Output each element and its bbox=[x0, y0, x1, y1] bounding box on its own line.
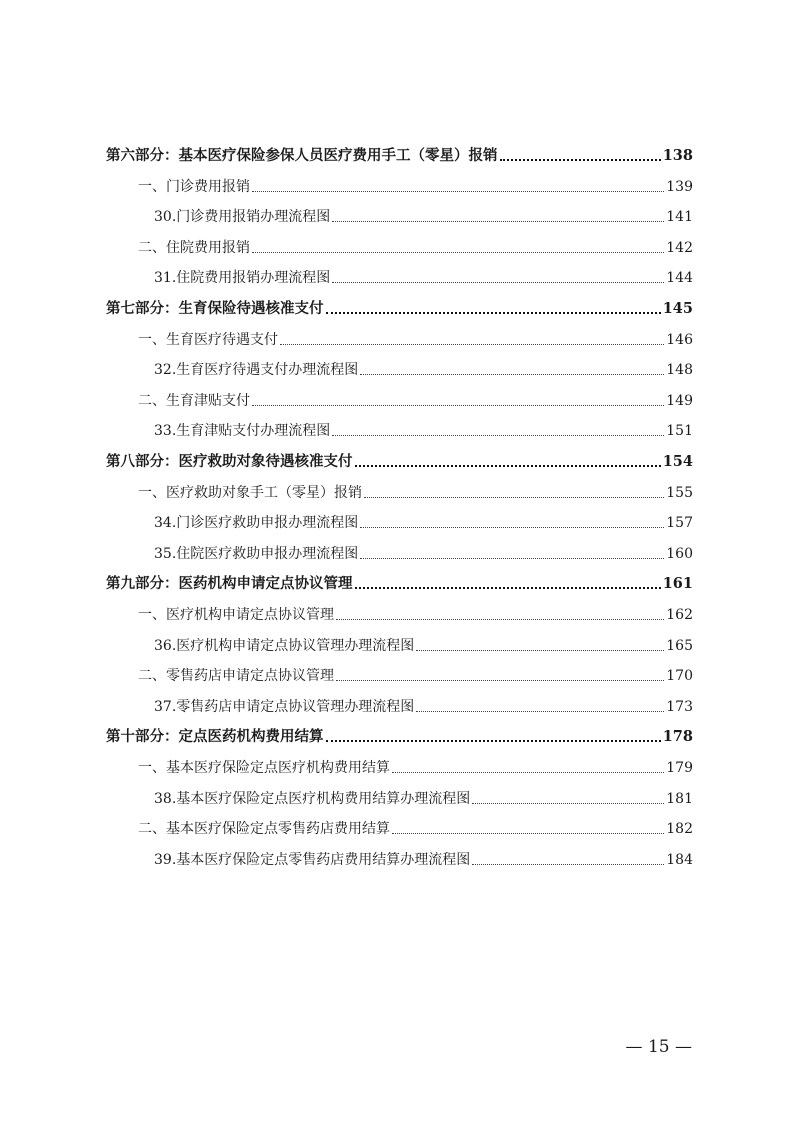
toc-entry-item[interactable] bbox=[0, 508, 693, 532]
toc-entry-page: 139 bbox=[666, 178, 693, 195]
toc-entry-item[interactable] bbox=[0, 355, 693, 379]
toc-entry-title: 36.医疗机构申请定点协议管理办理流程图 bbox=[154, 637, 415, 654]
toc-entry-title: 一、生育医疗待遇支付 bbox=[138, 331, 278, 348]
toc-entry-section[interactable] bbox=[0, 814, 693, 838]
toc-entry-page: 182 bbox=[666, 821, 693, 838]
toc-entry-title: 二、零售药店申请定点协议管理 bbox=[138, 668, 334, 685]
toc-entry-item[interactable] bbox=[0, 784, 693, 808]
toc-entry-title: 第六部分：基本医疗保险参保人员医疗费用手工（零星）报销 bbox=[106, 147, 498, 164]
toc-entry-title: 33.生育津贴支付办理流程图 bbox=[154, 423, 331, 440]
toc-entry-title: 第十部分：定点医药机构费用结算 bbox=[106, 728, 324, 746]
dot-leader bbox=[392, 833, 664, 834]
toc-entry-item[interactable] bbox=[0, 539, 693, 563]
dot-leader bbox=[500, 159, 661, 161]
dot-leader bbox=[336, 680, 664, 681]
toc-entry-page: 149 bbox=[666, 392, 693, 409]
toc-entry-section[interactable] bbox=[0, 661, 693, 685]
toc-entry-title: 二、基本医疗保险定点零售药店费用结算 bbox=[138, 821, 390, 838]
toc-entry-page: 157 bbox=[666, 515, 693, 532]
dot-leader bbox=[326, 740, 661, 742]
dot-leader bbox=[392, 772, 664, 773]
dot-leader bbox=[332, 221, 664, 222]
toc-entry-page: 160 bbox=[666, 545, 693, 562]
toc-entry-title: 第九部分：医药机构申请定点协议管理 bbox=[106, 575, 353, 593]
toc-entry-title: 31.住院费用报销办理流程图 bbox=[154, 270, 331, 287]
toc-entry-page: 151 bbox=[666, 423, 693, 440]
toc-entry-title: 38.基本医疗保险定点医疗机构费用结算办理流程图 bbox=[154, 790, 471, 807]
toc-entry-title: 35.住院医疗救助申报办理流程图 bbox=[154, 545, 359, 562]
dot-leader bbox=[355, 465, 661, 467]
toc-entry-page: 170 bbox=[666, 668, 693, 685]
toc-entry-title: 34.门诊医疗救助申报办理流程图 bbox=[154, 515, 359, 532]
dot-leader bbox=[416, 650, 664, 651]
toc-entry-title: 一、门诊费用报销 bbox=[138, 178, 250, 195]
dot-leader bbox=[355, 587, 661, 589]
toc-entry-title: 第七部分：生育保险待遇核准支付 bbox=[106, 300, 324, 317]
dot-leader bbox=[326, 312, 661, 314]
toc-entry-title: 二、住院费用报销 bbox=[138, 239, 250, 256]
dot-leader bbox=[360, 558, 664, 559]
toc-entry-page: 145 bbox=[662, 300, 693, 317]
dot-leader bbox=[364, 497, 664, 498]
toc-entry-item[interactable] bbox=[0, 263, 693, 287]
toc-entry-title: 39.基本医疗保险定点零售药店费用结算办理流程图 bbox=[154, 851, 471, 868]
toc-entry-title: 二、生育津贴支付 bbox=[138, 392, 250, 409]
toc-entry-page: 165 bbox=[666, 637, 693, 654]
dot-leader bbox=[280, 344, 664, 345]
toc-entry-page: 144 bbox=[666, 270, 693, 287]
toc-entry-item[interactable] bbox=[0, 845, 693, 869]
toc-entry-title: 一、医疗救助对象手工（零星）报销 bbox=[138, 484, 362, 501]
toc-entry-section[interactable] bbox=[0, 386, 693, 410]
toc-entry-title: 一、基本医疗保险定点医疗机构费用结算 bbox=[138, 760, 390, 776]
toc-entry-section[interactable] bbox=[0, 753, 693, 777]
dot-leader bbox=[332, 435, 664, 436]
toc-entry-page: 179 bbox=[666, 760, 693, 776]
toc-entry-page: 173 bbox=[666, 698, 693, 715]
toc-entry-page: 138 bbox=[662, 147, 693, 164]
toc-entry-page: 161 bbox=[662, 575, 693, 593]
toc-entry-page: 178 bbox=[662, 728, 693, 746]
dot-leader bbox=[472, 864, 664, 865]
toc-entry-page: 155 bbox=[666, 484, 693, 501]
toc-entry-section[interactable] bbox=[0, 233, 693, 257]
dot-leader bbox=[252, 191, 664, 192]
toc-entry-part[interactable] bbox=[0, 294, 693, 318]
dot-leader bbox=[360, 527, 664, 528]
toc-entry-page: 181 bbox=[666, 790, 693, 807]
toc-entry-page: 154 bbox=[662, 453, 693, 470]
toc-entry-part[interactable] bbox=[0, 447, 693, 471]
toc-entry-page: 141 bbox=[666, 209, 693, 226]
dot-leader bbox=[336, 619, 664, 620]
toc-entry-part[interactable] bbox=[0, 141, 693, 165]
toc-entry-page: 146 bbox=[666, 331, 693, 348]
toc-entry-item[interactable] bbox=[0, 416, 693, 440]
toc-entry-title: 一、医疗机构申请定点协议管理 bbox=[138, 607, 334, 623]
dot-leader bbox=[252, 405, 664, 406]
toc-entry-page: 142 bbox=[666, 239, 693, 256]
toc-entry-item[interactable] bbox=[0, 692, 693, 716]
toc-entry-page: 184 bbox=[666, 851, 693, 868]
toc-entry-item[interactable] bbox=[0, 631, 693, 655]
toc-entry-section[interactable] bbox=[0, 478, 693, 502]
toc-entry-title: 32.生育医疗待遇支付办理流程图 bbox=[154, 362, 359, 379]
toc-entry-page: 162 bbox=[666, 607, 693, 623]
toc-entry-title: 37.零售药店申请定点协议管理办理流程图 bbox=[154, 698, 415, 715]
page-number: — 15 — bbox=[625, 1037, 692, 1057]
toc-entry-page: 148 bbox=[666, 362, 693, 379]
dot-leader bbox=[332, 282, 664, 283]
toc-entry-section[interactable] bbox=[0, 325, 693, 349]
toc-entry-title: 30.门诊费用报销办理流程图 bbox=[154, 209, 331, 226]
dot-leader bbox=[360, 374, 664, 375]
toc-entry-title: 第八部分：医疗救助对象待遇核准支付 bbox=[106, 453, 353, 470]
toc-entry-section[interactable] bbox=[0, 600, 693, 624]
dot-leader bbox=[252, 252, 664, 253]
toc-entry-part[interactable] bbox=[0, 722, 693, 746]
dot-leader bbox=[416, 711, 664, 712]
dot-leader bbox=[472, 803, 664, 804]
toc-entry-item[interactable] bbox=[0, 202, 693, 226]
toc-entry-section[interactable] bbox=[0, 172, 693, 196]
toc-entry-part[interactable] bbox=[0, 569, 693, 593]
